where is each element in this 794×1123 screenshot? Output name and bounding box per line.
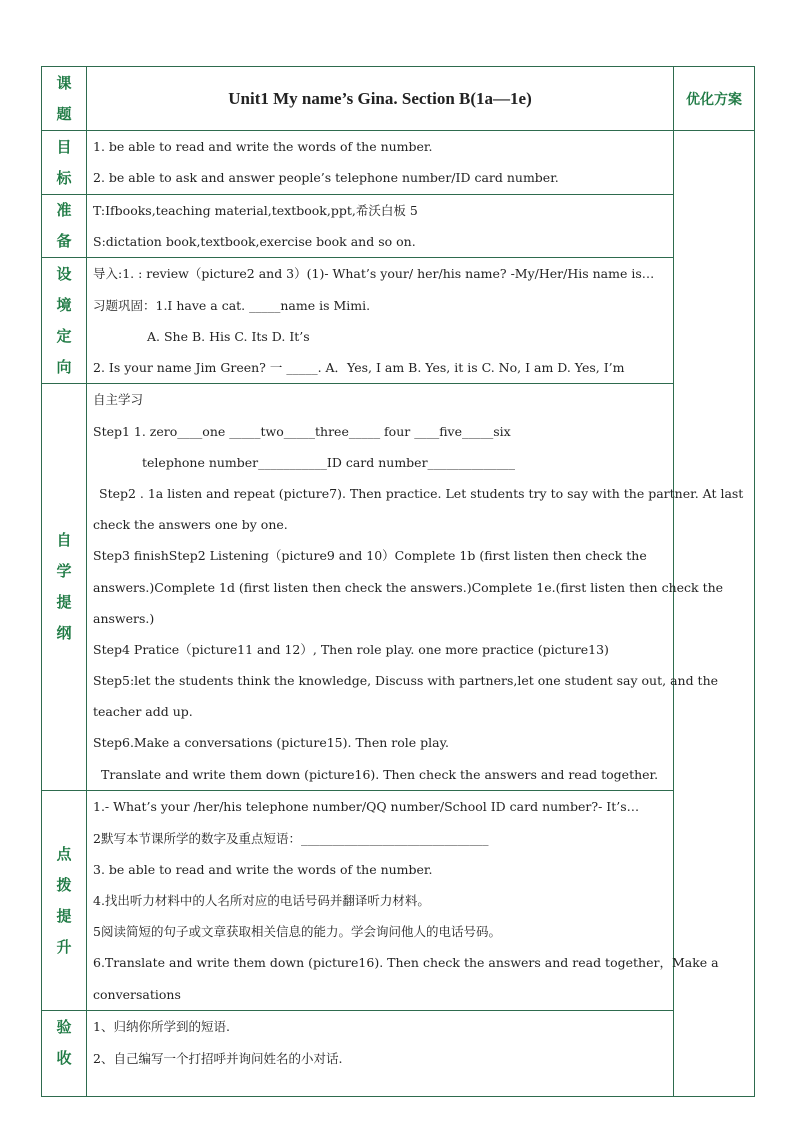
improve-line: 3. be able to read and write the words of the number. xyxy=(93,861,433,877)
check-label: 验 收 xyxy=(42,1011,87,1097)
self-study-row xyxy=(42,384,755,791)
improve-line: 6.Translate and write them down (picture16). Then check the answers and read together，Make a xyxy=(93,955,719,971)
self-study-line: answers.) xyxy=(93,610,155,626)
check-line: 1、归纳你所学到的短语. xyxy=(93,1019,230,1035)
improve-line: 4.找出听力材料中的人名所对应的电话号码并翻译听力材料。 xyxy=(93,892,430,908)
title-row xyxy=(42,67,755,131)
self-study-line: 自主学习 xyxy=(93,392,144,408)
prep-content xyxy=(87,195,674,258)
lesson-title: Unit1 My name’s Gina. Section B(1a—1e) xyxy=(87,67,674,131)
check-row xyxy=(42,1011,755,1097)
self-study-line: Step2 . 1a listen and repeat (picture7). Then practice. Let students try to say with the partner. At last xyxy=(99,485,744,501)
improve-line: 5阅读简短的句子或文章获取相关信息的能力。学会询问他人的电话号码。 xyxy=(93,924,501,940)
topic-label: 课 题 xyxy=(42,67,87,131)
prep-row xyxy=(42,195,755,258)
prep-label: 准 备 xyxy=(42,195,87,258)
prep-line: T:Ifbooks,teaching material,textbook,ppt,希沃白板 5 xyxy=(93,203,418,218)
check-content xyxy=(87,1011,674,1097)
setting-line: 2. Is your name Jim Green? 一 _____. A．Yes, I am B. Yes, it is C. No, I am D. Yes, I’m xyxy=(93,359,625,375)
self-study-line: teacher add up. xyxy=(93,704,193,720)
optimization-plan-header: 优化方案 xyxy=(674,67,755,131)
setting-row xyxy=(42,258,755,384)
improve-content xyxy=(87,791,719,1011)
improve-line: 2默写本节课所学的数字及重点短语：______________________________ xyxy=(93,830,489,846)
goals-label: 目 标 xyxy=(42,131,87,195)
improve-line: conversations xyxy=(93,986,181,1002)
self-study-label: 自 学 提 纲 xyxy=(42,384,87,791)
improve-label: 点 拨 提 升 xyxy=(42,791,87,1011)
self-study-line: Step1 1. zero____one _____two_____three_____ four ____five_____six xyxy=(93,423,511,439)
lesson-plan-table xyxy=(41,66,755,1097)
check-line: 2、自己编写一个打招呼并询问姓名的小对话. xyxy=(93,1050,343,1066)
improve-line: 1.- What’s your /her/his telephone number/QQ number/School ID card number?- It’s… xyxy=(93,799,640,815)
self-study-line: Step6.Make a conversations (picture15). Then role play. xyxy=(93,735,449,751)
improve-row xyxy=(42,791,755,1011)
self-study-line: Step5:let the students think the knowledge, Discuss with partners,let one student say out, and the xyxy=(93,673,719,689)
goals-row xyxy=(42,131,755,195)
setting-label: 设 境 定 向 xyxy=(42,258,87,384)
goal-line: 1. be able to read and write the words of the number. xyxy=(93,139,433,154)
goals-content xyxy=(87,131,674,195)
setting-line: 导入:1. : review（picture2 and 3）(1)- What’s your/ her/his name? -My/Her/His name is… xyxy=(93,266,655,282)
self-study-line: Step3 finishStep2 Listening（picture9 and 10）Complete 1b (first listen then check the xyxy=(93,548,647,564)
setting-line: 习题巩固：1.I have a cat. _____name is Mimi. xyxy=(93,297,371,313)
self-study-line: telephone number___________ID card number______________ xyxy=(142,454,516,470)
prep-line: S:dictation book,textbook,exercise book and so on. xyxy=(93,234,416,250)
self-study-line: check the answers one by one. xyxy=(93,517,288,533)
self-study-line: answers.)Complete 1d (first listen then check the answers.)Complete 1e.(first listen then check the xyxy=(93,579,724,595)
self-study-line: Translate and write them down (picture16). Then check the answers and read together. xyxy=(101,766,659,782)
self-study-line: Step4 Pratice（picture11 and 12）, Then role play. one more practice (picture13) xyxy=(93,641,609,657)
self-study-content xyxy=(87,384,744,791)
setting-content xyxy=(87,258,674,384)
setting-line: A. She B. His C. Its D. It’s xyxy=(147,328,310,344)
goal-line: 2. be able to ask and answer people’s telephone number/ID card number. xyxy=(93,170,559,186)
optimization-plan-column xyxy=(674,131,755,1097)
